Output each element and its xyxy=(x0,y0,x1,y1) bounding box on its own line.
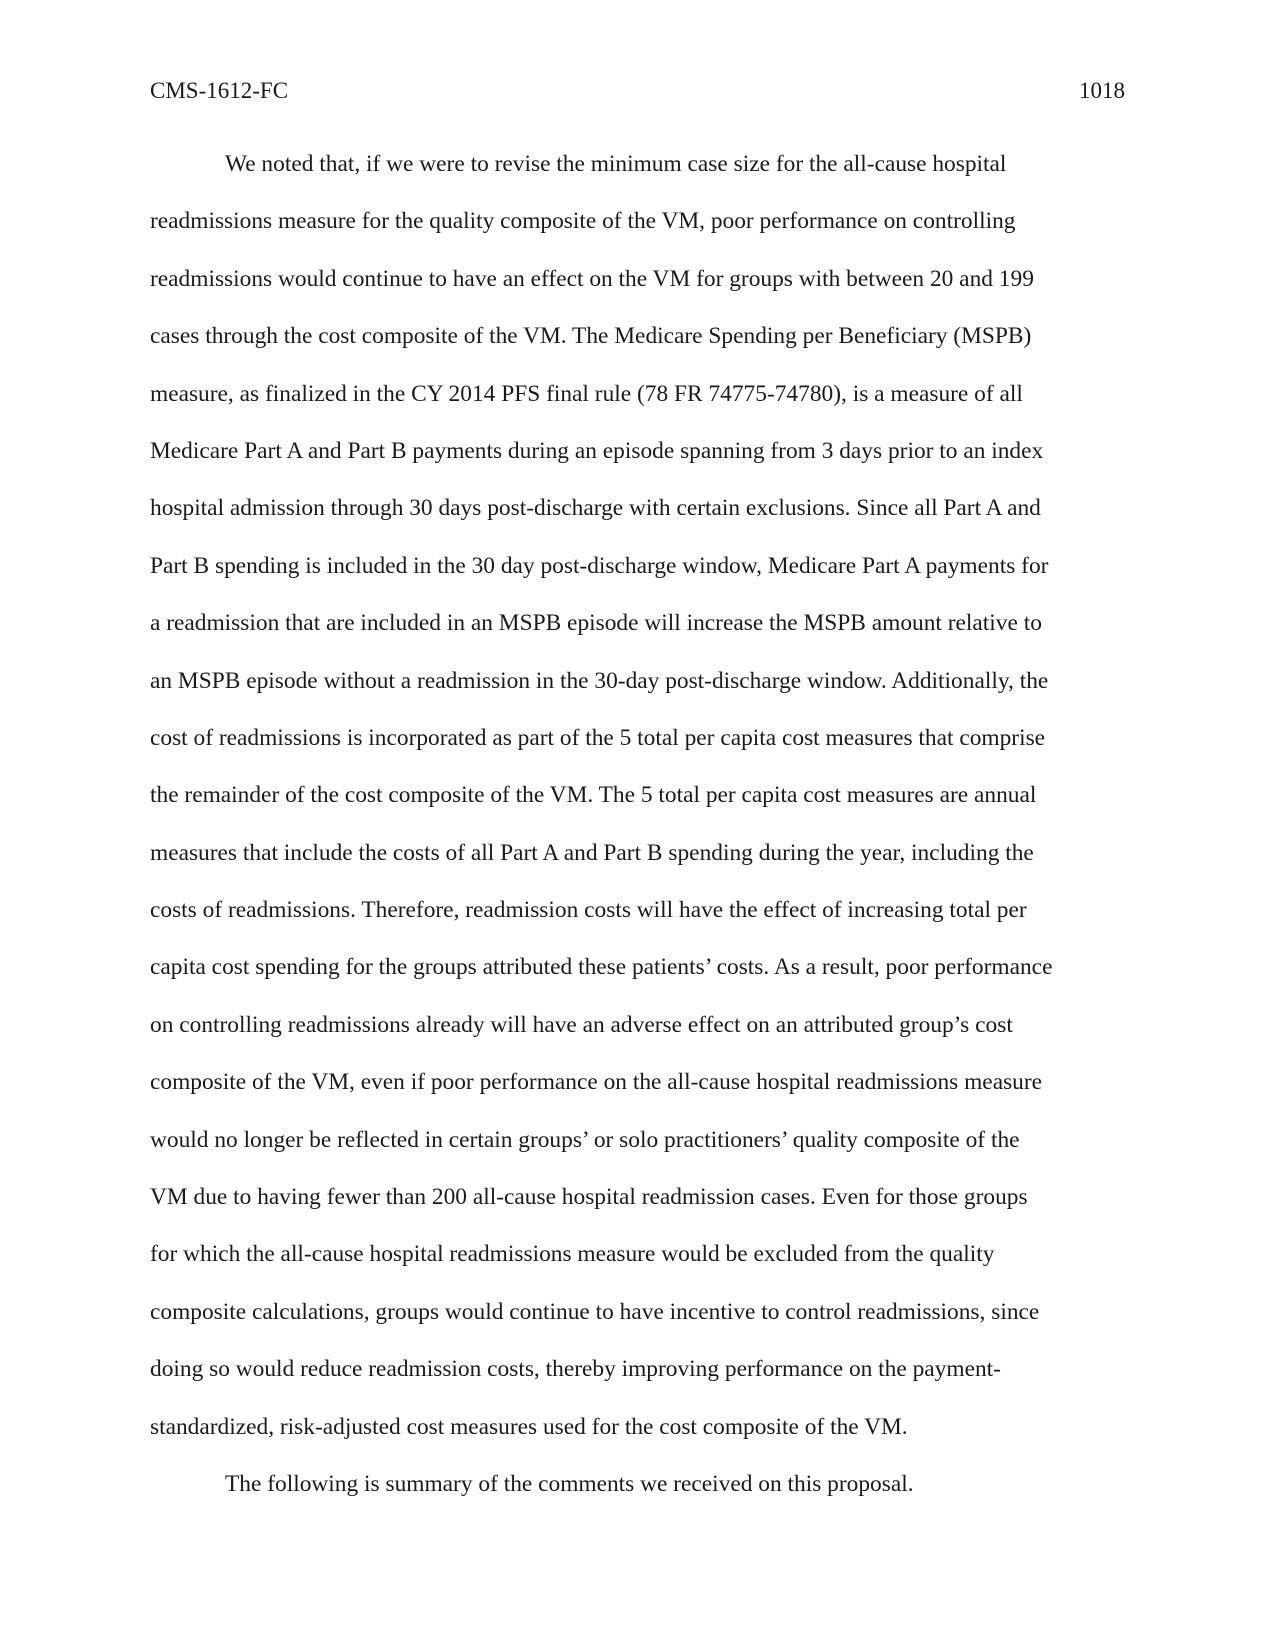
paragraph-line: on controlling readmissions already will have an adverse effect on an attributed group’s cost xyxy=(150,1011,1013,1038)
paragraph-line: We noted that, if we were to revise the minimum case size for the all-cause hospital xyxy=(225,151,1007,177)
paragraph-line: hospital admission through 30 days post-discharge with certain exclusions. Since all Part A and xyxy=(150,495,1041,522)
paragraph-line: VM due to having fewer than 200 all-cause hospital readmission cases. Even for those groups xyxy=(150,1184,1028,1211)
paragraph-line: composite calculations, groups would continue to have incentive to control readmissions, since xyxy=(150,1298,1040,1325)
paragraph-line: readmissions measure for the quality composite of the VM, poor performance on controlling xyxy=(150,208,1016,235)
paragraph-line: for which the all-cause hospital readmissions measure would be excluded from the quality xyxy=(150,1241,995,1268)
paragraph-line: cases through the cost composite of the VM. The Medicare Spending per Beneficiary (MSPB) xyxy=(150,323,1032,350)
page-number: 1018 xyxy=(1079,78,1125,103)
page-header xyxy=(150,76,1125,106)
paragraph-line: standardized, risk-adjusted cost measures used for the cost composite of the VM. xyxy=(150,1413,908,1440)
paragraph-line: readmissions would continue to have an effect on the VM for groups with between 20 and 199 xyxy=(150,265,1034,292)
paragraph-line: Medicare Part A and Part B payments during an episode spanning from 3 days prior to an index xyxy=(150,437,1044,464)
paragraph-line: costs of readmissions. Therefore, readmission costs will have the effect of increasing total per xyxy=(150,897,1027,924)
paragraph-line: would no longer be reflected in certain groups’ or solo practitioners’ quality composite of the xyxy=(150,1126,1020,1153)
paragraph-line: capita cost spending for the groups attributed these patients’ costs. As a result, poor performance xyxy=(150,954,1053,981)
paragraph-line: measures that include the costs of all Part A and Part B spending during the year, including the xyxy=(150,839,1034,866)
body-text xyxy=(150,145,1125,1522)
paragraph-line: doing so would reduce readmission costs, thereby improving performance on the payment- xyxy=(150,1356,1001,1383)
paragraph-line: an MSPB episode without a readmission in the 30-day post-discharge window. Additionally, the xyxy=(150,667,1049,694)
document-id: CMS-1612-FC xyxy=(150,78,289,103)
paragraph-line: The following is summary of the comments we received on this proposal. xyxy=(225,1470,914,1497)
paragraph-line: Part B spending is included in the 30 day post-discharge window, Medicare Part A payments for xyxy=(150,552,1049,579)
paragraph-line: a readmission that are included in an MSPB episode will increase the MSPB amount relative to xyxy=(150,610,1042,637)
paragraph-line: composite of the VM, even if poor performance on the all-cause hospital readmissions measure xyxy=(150,1069,1043,1096)
paragraph-line: the remainder of the cost composite of the VM. The 5 total per capita cost measures are annual xyxy=(150,782,1037,809)
paragraph-line: cost of readmissions is incorporated as part of the 5 total per capita cost measures that comprise xyxy=(150,724,1046,751)
paragraph-line: measure, as finalized in the CY 2014 PFS final rule (78 FR 74775-74780), is a measure of all xyxy=(150,380,1023,407)
